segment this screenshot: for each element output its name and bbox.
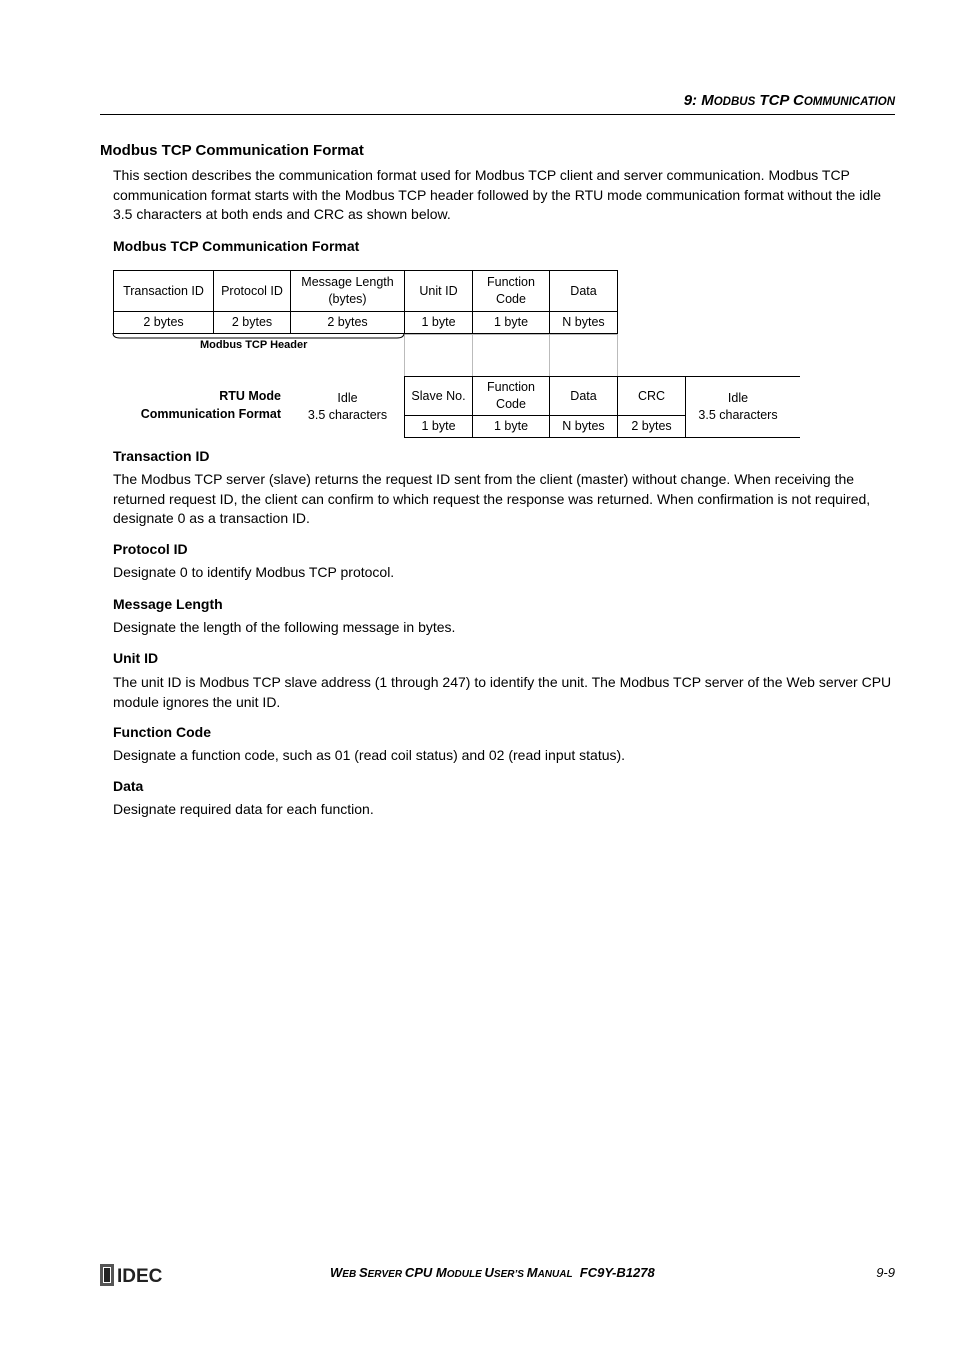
def-unit-id: The unit ID is Modbus TCP slave address (1 through 247) to identify the unit. The Modbus TCP server of the Web server CPU module ignores the unit ID. (113, 674, 892, 710)
def-function-code: Designate a function code, such as 01 (read coil status) and 02 (read input status). (113, 747, 626, 763)
idle-right: Idle 3.5 characters (698, 391, 778, 422)
guide-line (617, 334, 618, 376)
idec-logo-text: IDEC (117, 1266, 163, 1286)
tcp-field-protocol-id: Protocol ID (213, 270, 291, 312)
tcp-size-unit-id: 1 byte (404, 311, 473, 334)
rtu-label-line2: Communication Format (140, 407, 281, 421)
def-message-length: Designate the length of the following message in bytes. (113, 619, 456, 635)
tcp-field-transaction-id: Transaction ID (113, 270, 214, 312)
tcp-field-message-length: Message Length (bytes) (290, 270, 405, 312)
term-function-code: Function Code (113, 724, 211, 740)
intro-paragraph: This section describes the communication format used for Modbus TCP client and server communication. Modbus TCP communication format starts with the Modbus TCP header followed by the RTU mode communication format without the idle 3.5 characters at both ends and CRC as shown below. (113, 167, 882, 222)
idle-left: Idle 3.5 characters (307, 391, 388, 422)
guide-line (549, 334, 550, 376)
page-number: 9-9 (876, 1265, 895, 1280)
rtu-size-slave-no: 1 byte (404, 415, 473, 438)
tcp-field-data: Data (549, 270, 618, 312)
rtu-field-data: Data (549, 376, 618, 416)
rtu-field-function-code: Function Code (472, 376, 550, 416)
header-rule (100, 114, 895, 115)
term-data: Data (113, 778, 144, 794)
tcp-size-data: N bytes (549, 311, 618, 334)
term-transaction-id: Transaction ID (113, 448, 210, 464)
rtu-size-crc: 2 bytes (617, 415, 686, 438)
chapter-heading: 9: MODBUS TCP COMMUNICATION (683, 92, 895, 109)
def-protocol-id: Designate 0 to identify Modbus TCP protocol. (113, 564, 395, 580)
tcp-field-unit-id: Unit ID (404, 270, 473, 312)
rtu-field-slave-no: Slave No. (404, 376, 473, 416)
guide-line (404, 334, 618, 335)
tcp-size-protocol-id: 2 bytes (213, 311, 291, 334)
idle-right-bottom-rule (685, 437, 800, 438)
format-diagram (0, 0, 954, 460)
tcp-size-function-code: 1 byte (472, 311, 550, 334)
def-data: Designate required data for each function. (113, 801, 374, 817)
tcp-size-message-length: 2 bytes (290, 311, 405, 334)
tcp-size-transaction-id: 2 bytes (113, 311, 214, 334)
rtu-size-data: N bytes (549, 415, 618, 438)
rtu-size-function-code: 1 byte (472, 415, 550, 438)
term-unit-id: Unit ID (113, 650, 159, 666)
term-protocol-id: Protocol ID (113, 541, 188, 557)
tcp-header-label: Modbus TCP Header (200, 339, 308, 351)
tcp-field-function-code: Function Code (472, 270, 550, 312)
rtu-label-line1: RTU Mode (219, 389, 281, 403)
term-message-length: Message Length (113, 596, 223, 612)
guide-line (472, 334, 473, 376)
section-title: Modbus TCP Communication Format (100, 142, 364, 159)
def-transaction-id: The Modbus TCP server (slave) returns the request ID sent from the client (master) without change. When receiving the returned request ID, the client can confirm to which request the response was returned. When confirmation is not required, designate 0 as a transaction ID. (113, 471, 871, 526)
idec-logo (100, 1264, 170, 1286)
diagram-title: Modbus TCP Communication Format (113, 238, 360, 254)
manual-title: WEB SERVER CPU MODULE USER’S MANUAL FC9Y-B1278 (330, 1265, 655, 1280)
rtu-field-crc: CRC (617, 376, 686, 416)
